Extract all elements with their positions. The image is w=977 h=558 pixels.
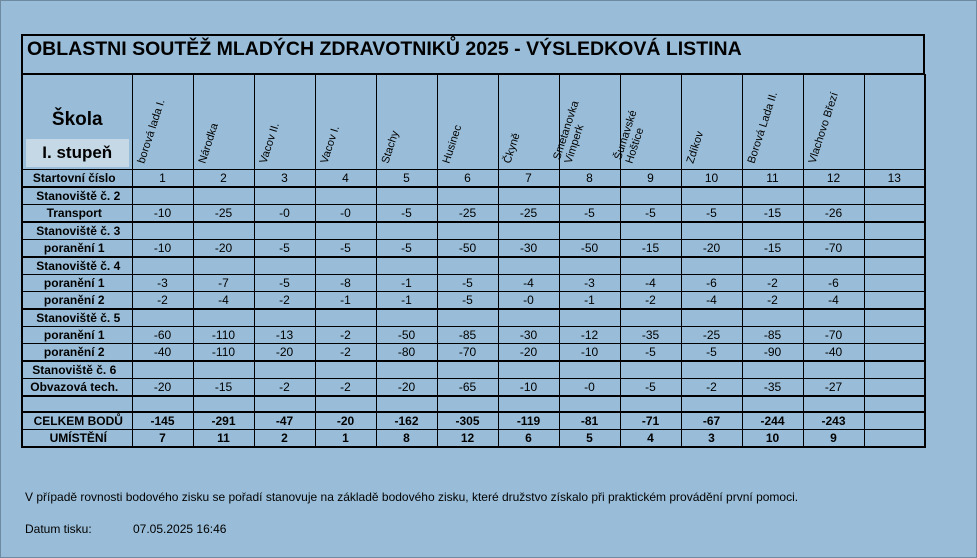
team-name: Vacov II. [257,121,282,165]
sheet-title: OBLASTNI SOUTĚŽ MLADÝCH ZDRAVOTNIKŮ 2025 - VÝSLEDKOVÁ LISTINA [21,34,925,74]
score-cell: -0 [559,379,620,397]
station-title: Stanoviště č. 6 [22,361,132,379]
empty-cell [315,396,376,412]
team-name: Borová Lada II. [745,90,780,165]
station-row [22,309,925,327]
station-title: Stanoviště č. 3 [22,222,132,240]
team-header-cell [803,75,864,170]
score-cell: -2 [681,379,742,397]
team-name: Smetanovka Vimperk [550,99,586,165]
score-cell: -15 [742,240,803,258]
empty-cell [193,187,254,205]
spacer-row [22,396,925,412]
empty-cell [620,257,681,275]
score-cell: -35 [620,327,681,344]
totals-row [22,412,925,430]
total-cell: -291 [193,412,254,430]
empty-cell [864,361,925,379]
score-cell: -70 [803,240,864,258]
rank-row [22,430,925,448]
score-cell: -5 [620,344,681,362]
empty-cell [437,361,498,379]
score-cell: -25 [193,205,254,223]
empty-cell [437,309,498,327]
rank-cell: 12 [437,430,498,448]
score-cell: -2 [315,379,376,397]
score-cell: -50 [376,327,437,344]
score-cell: -5 [254,275,315,292]
score-row [22,275,925,292]
score-cell: -5 [681,205,742,223]
score-row [22,205,925,223]
score-cell: -50 [437,240,498,258]
score-cell: -40 [803,344,864,362]
empty-cell [376,396,437,412]
score-cell: -60 [132,327,193,344]
score-cell: -70 [803,327,864,344]
station-row [22,361,925,379]
team-header-cell [254,75,315,170]
empty-cell [620,361,681,379]
empty-cell [803,309,864,327]
score-label: poranění 1 [22,327,132,344]
score-cell: -0 [498,292,559,310]
empty-cell [376,361,437,379]
school-label: Škola [51,109,103,130]
start-number-cell: 8 [559,170,620,188]
print-date-value: 07.05.2025 16:46 [133,522,227,536]
score-cell [864,275,925,292]
score-row [22,292,925,310]
empty-cell [620,396,681,412]
score-cell: -4 [803,292,864,310]
rank-cell: 8 [376,430,437,448]
team-header-cell [498,75,559,170]
rank-cell: 1 [315,430,376,448]
empty-cell [193,361,254,379]
total-cell: -67 [681,412,742,430]
score-label: poranění 2 [22,344,132,362]
empty-cell [437,222,498,240]
empty-cell [559,257,620,275]
score-cell: -90 [742,344,803,362]
empty-cell [315,309,376,327]
score-cell: -15 [742,205,803,223]
station-row [22,222,925,240]
empty-cell [437,257,498,275]
empty-cell [254,309,315,327]
score-cell [864,344,925,362]
empty-cell [803,257,864,275]
station-title: Stanoviště č. 2 [22,187,132,205]
team-header-cell [193,75,254,170]
start-number-cell: 5 [376,170,437,188]
total-cell: -243 [803,412,864,430]
score-cell: -3 [132,275,193,292]
empty-cell [315,222,376,240]
score-cell: -20 [193,240,254,258]
empty-cell [803,222,864,240]
team-header-cell [550,75,620,170]
score-cell: -1 [559,292,620,310]
score-cell: -26 [803,205,864,223]
results-table [21,74,926,448]
score-cell: -15 [620,240,681,258]
start-number-cell: 13 [864,170,925,188]
score-label: poranění 1 [22,275,132,292]
score-cell: -20 [498,344,559,362]
score-cell: -4 [498,275,559,292]
score-cell: -30 [498,240,559,258]
rank-cell: 9 [803,430,864,448]
empty-cell [559,309,620,327]
start-number-cell: 1 [132,170,193,188]
empty-cell [620,187,681,205]
empty-cell [376,309,437,327]
score-cell: -65 [437,379,498,397]
score-cell: -10 [132,240,193,258]
total-cell: -305 [437,412,498,430]
empty-cell [254,222,315,240]
empty-cell [742,222,803,240]
empty-cell [559,222,620,240]
empty-cell [437,187,498,205]
score-cell: -25 [437,205,498,223]
score-cell: -5 [254,240,315,258]
score-cell: -4 [193,292,254,310]
empty-cell [864,309,925,327]
empty-cell [559,187,620,205]
score-cell: -5 [376,240,437,258]
score-cell: -6 [803,275,864,292]
empty-cell [559,361,620,379]
score-cell [864,205,925,223]
score-cell: -4 [681,292,742,310]
team-header-cell [315,75,376,170]
start-number-label: Startovní číslo [22,170,132,188]
score-cell: -40 [132,344,193,362]
total-cell: -20 [315,412,376,430]
empty-cell [742,361,803,379]
score-cell: -5 [315,240,376,258]
rank-cell: 5 [559,430,620,448]
empty-cell [193,222,254,240]
score-cell: -2 [742,275,803,292]
team-name: Husinec [440,123,464,165]
start-number-cell: 6 [437,170,498,188]
empty-cell [681,257,742,275]
score-cell: -25 [681,327,742,344]
start-number-row [22,170,925,188]
score-row [22,240,925,258]
score-cell: -2 [254,379,315,397]
print-date [25,522,227,536]
station-row [22,187,925,205]
empty-cell [498,396,559,412]
start-number-cell: 7 [498,170,559,188]
score-cell: -13 [254,327,315,344]
empty-cell [193,309,254,327]
score-cell: -110 [193,344,254,362]
rank-cell: 3 [681,430,742,448]
team-name: Národka [196,121,221,165]
empty-cell [681,187,742,205]
team-name [879,81,906,165]
score-cell: -1 [315,292,376,310]
rank-cell: 10 [742,430,803,448]
score-cell: -2 [254,292,315,310]
empty-cell [315,361,376,379]
rank-cell: 4 [620,430,681,448]
total-cell: -47 [254,412,315,430]
team-name: borová lada I. [135,97,168,165]
score-cell: -7 [193,275,254,292]
empty-cell [254,257,315,275]
total-cell: -71 [620,412,681,430]
total-cell: -145 [132,412,193,430]
team-header-cell [681,75,742,170]
team-header-cell [864,75,925,170]
score-cell: -1 [376,292,437,310]
score-cell: -5 [437,275,498,292]
team-header-cell [611,75,681,170]
empty-cell [681,361,742,379]
score-cell: -2 [315,327,376,344]
empty-cell [376,222,437,240]
score-cell: -2 [315,344,376,362]
score-cell: -15 [193,379,254,397]
score-cell: -12 [559,327,620,344]
score-label: Obvazová tech. [22,379,132,397]
empty-cell [742,396,803,412]
empty-cell [498,257,559,275]
score-cell: -80 [376,344,437,362]
score-label: Transport [22,205,132,223]
empty-cell [498,187,559,205]
score-cell: -25 [498,205,559,223]
team-name: Šumavské Hoštice [611,108,646,165]
empty-cell [132,222,193,240]
empty-cell [864,257,925,275]
score-cell: -27 [803,379,864,397]
empty-cell [498,309,559,327]
score-row [22,379,925,397]
total-cell: -162 [376,412,437,430]
score-cell: -70 [437,344,498,362]
start-number-cell: 12 [803,170,864,188]
empty-cell [437,396,498,412]
score-cell: -0 [254,205,315,223]
rank-cell: 11 [193,430,254,448]
score-cell: -8 [315,275,376,292]
empty-cell [864,396,925,412]
score-cell: -2 [620,292,681,310]
empty-cell [376,257,437,275]
empty-cell [193,257,254,275]
score-cell: -20 [254,344,315,362]
score-cell: -5 [620,379,681,397]
empty-cell [864,187,925,205]
score-cell: -20 [376,379,437,397]
tie-break-note: V případě rovnosti bodového zisku se pořadí stanovuje na základě bodového zisku, které družstvo získalo při praktickém provádění první pomoci. [25,490,799,504]
empty-cell [742,187,803,205]
total-cell: -81 [559,412,620,430]
score-cell: -85 [742,327,803,344]
score-cell: -6 [681,275,742,292]
score-cell: -20 [681,240,742,258]
empty-cell [132,257,193,275]
score-cell: -4 [620,275,681,292]
empty-cell [315,187,376,205]
team-header-cell [132,75,193,170]
empty-cell [559,396,620,412]
header-row [22,75,925,170]
empty-cell [620,309,681,327]
score-row [22,344,925,362]
station-title: Stanoviště č. 4 [22,257,132,275]
rank-cell: 2 [254,430,315,448]
empty-cell [254,187,315,205]
station-title: Stanoviště č. 5 [22,309,132,327]
score-cell [864,292,925,310]
team-header-cell [376,75,437,170]
totals-label: CELKEM BODŮ [22,412,132,430]
score-label: poranění 2 [22,292,132,310]
empty-cell [681,222,742,240]
empty-cell [681,309,742,327]
score-cell: -2 [742,292,803,310]
score-cell: -5 [376,205,437,223]
rank-cell: 6 [498,430,559,448]
score-cell: -20 [132,379,193,397]
rank-cell [864,430,925,448]
empty-cell [132,361,193,379]
team-name: Zdíkov [684,129,706,165]
score-cell: -5 [681,344,742,362]
rank-label: UMÍSTĚNÍ [22,430,132,448]
empty-cell [742,309,803,327]
team-name: Čkyně [501,131,523,165]
total-cell [864,412,925,430]
print-date-label: Datum tisku: [25,522,92,536]
total-cell: -119 [498,412,559,430]
results-sheet [21,34,925,448]
empty-cell [803,361,864,379]
start-number-cell: 3 [254,170,315,188]
score-cell: -5 [437,292,498,310]
start-number-cell: 10 [681,170,742,188]
score-cell: -5 [559,205,620,223]
empty-cell [803,187,864,205]
score-cell: -3 [559,275,620,292]
score-cell: -0 [315,205,376,223]
start-number-cell: 9 [620,170,681,188]
empty-cell [132,187,193,205]
score-row [22,327,925,344]
score-label: poranění 1 [22,240,132,258]
team-header-cell [742,75,803,170]
score-cell: -85 [437,327,498,344]
empty-cell [132,396,193,412]
score-cell: -110 [193,327,254,344]
school-header-cell [22,75,132,170]
score-cell: -1 [376,275,437,292]
score-cell: -30 [498,327,559,344]
empty-cell [376,187,437,205]
score-cell [864,240,925,258]
empty-cell [132,309,193,327]
start-number-cell: 4 [315,170,376,188]
team-name: Stachy [379,129,401,165]
total-cell: -244 [742,412,803,430]
level-label: I. stupeň [26,139,129,167]
score-cell: -10 [132,205,193,223]
rank-cell: 7 [132,430,193,448]
start-number-cell: 11 [742,170,803,188]
score-cell: -2 [132,292,193,310]
empty-cell [315,257,376,275]
team-name: Vlachovo Březí [806,90,841,165]
station-row [22,257,925,275]
team-header-cell [437,75,498,170]
score-cell [864,379,925,397]
empty-cell [22,396,132,412]
score-cell: -10 [498,379,559,397]
empty-cell [498,222,559,240]
empty-cell [254,396,315,412]
score-cell: -5 [620,205,681,223]
empty-cell [620,222,681,240]
score-cell: -10 [559,344,620,362]
score-cell [864,327,925,344]
empty-cell [803,396,864,412]
score-cell: -50 [559,240,620,258]
empty-cell [681,396,742,412]
empty-cell [193,396,254,412]
start-number-cell: 2 [193,170,254,188]
empty-cell [864,222,925,240]
team-name: Vacov I. [318,124,342,165]
score-cell: -35 [742,379,803,397]
empty-cell [498,361,559,379]
empty-cell [254,361,315,379]
empty-cell [742,257,803,275]
